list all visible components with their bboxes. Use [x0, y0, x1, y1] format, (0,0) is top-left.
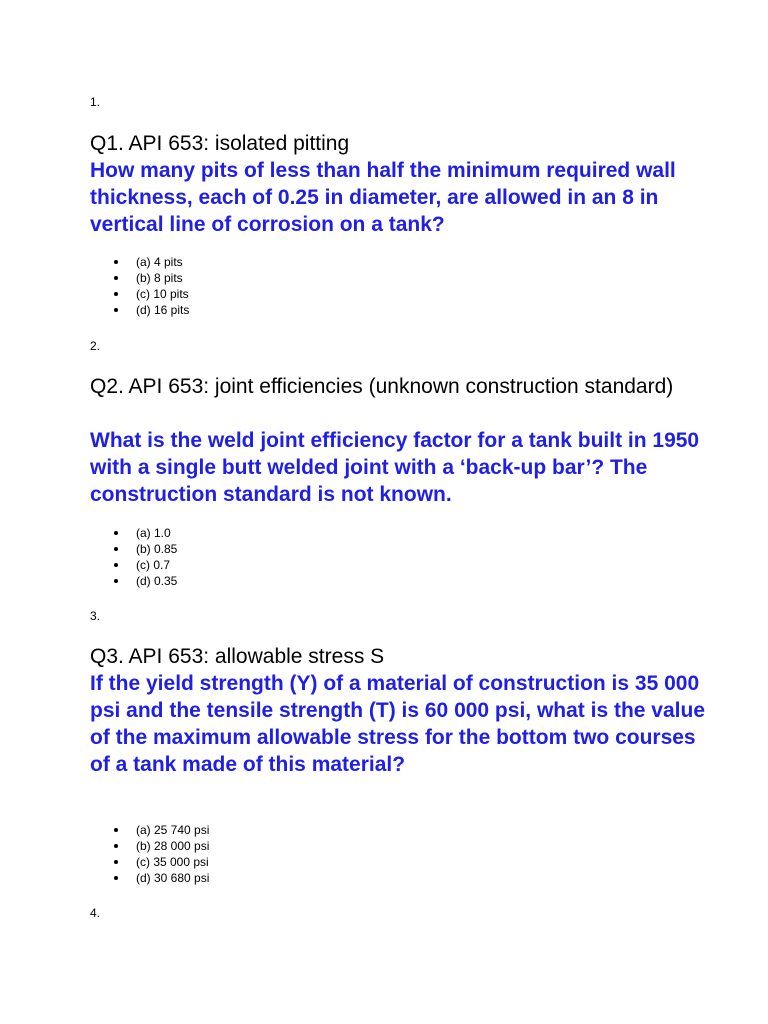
- answer-option: (b) 28 000 psi: [90, 838, 209, 854]
- question-heading: Q2. API 653: joint efficiencies (unknown construction standard): [90, 375, 674, 398]
- question-number: 4.: [90, 906, 101, 920]
- question-text: What is the weld joint efficiency factor for a tank built in 1950 with a single butt welded joint with a ‘back-up bar’? The construction standard is not known.: [90, 429, 700, 506]
- question-number: 2.: [90, 339, 101, 353]
- answer-options: [90, 822, 209, 886]
- question-number: 1.: [90, 95, 101, 109]
- answer-option: (b) 8 pits: [90, 270, 189, 286]
- answer-option: (b) 0.85: [90, 541, 177, 557]
- question-text: How many pits of less than half the minimum required wall thickness, each of 0.25 in diameter, are allowed in an 8 in vertical line of corrosion on a tank?: [90, 159, 676, 236]
- answer-option: (d) 16 pits: [90, 302, 189, 318]
- question-heading: Q1. API 653: isolated pitting: [90, 132, 350, 155]
- answer-options: [90, 254, 189, 318]
- answer-option: (c) 0.7: [90, 557, 177, 573]
- answer-option: (d) 30 680 psi: [90, 870, 209, 886]
- question-heading: Q3. API 653: allowable stress S: [90, 645, 385, 668]
- answer-option: (a) 1.0: [90, 525, 177, 541]
- answer-option: (a) 25 740 psi: [90, 822, 209, 838]
- question-text: If the yield strength (Y) of a material of construction is 35 000 psi and the tensile strength (T) is 60 000 psi, what is the value of the maximum allowable stress for the bottom two courses of a tank made of this material?: [90, 672, 705, 776]
- answer-option: (d) 0.35: [90, 573, 177, 589]
- answer-option: (c) 10 pits: [90, 286, 189, 302]
- answer-options: [90, 525, 177, 589]
- answer-option: (c) 35 000 psi: [90, 854, 209, 870]
- answer-option: (a) 4 pits: [90, 254, 189, 270]
- question-number: 3.: [90, 609, 101, 623]
